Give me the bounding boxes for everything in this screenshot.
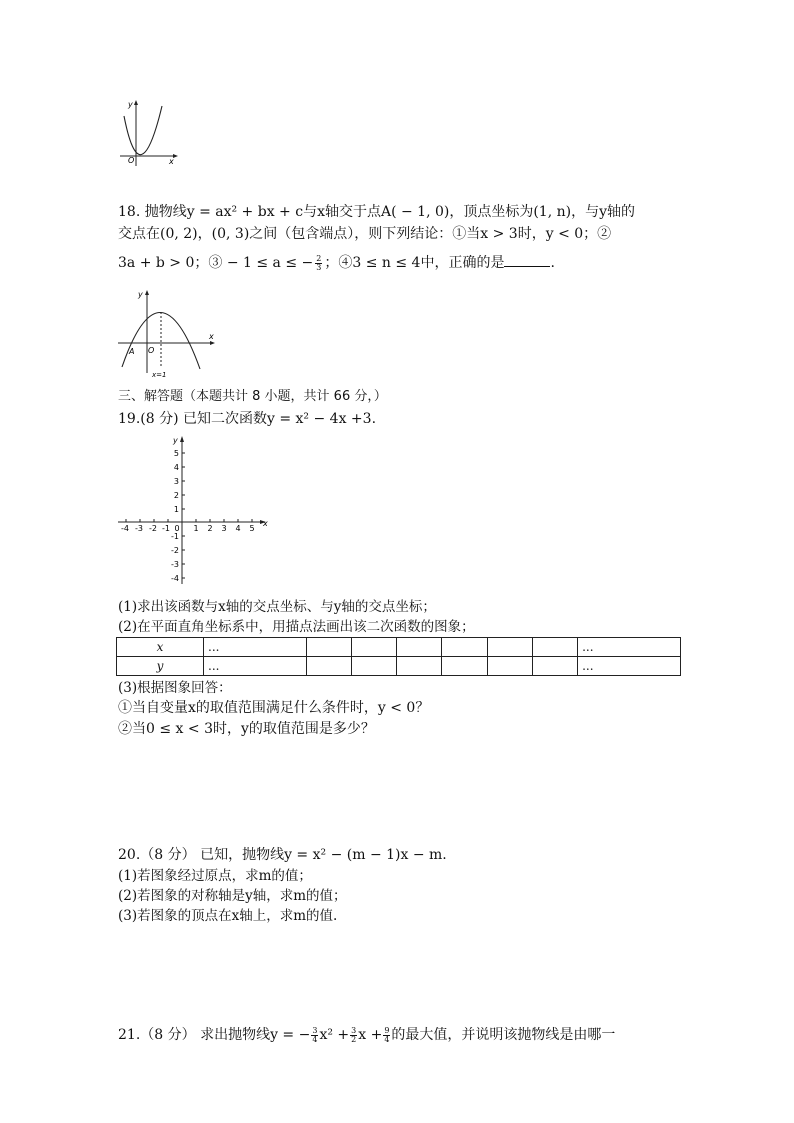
q21-fraction-2-den: 2 [351,1034,357,1044]
q18-fraction [315,255,322,272]
q19-part-1: (1)求出该函数与x轴的交点坐标、与y轴的交点坐标； [118,599,436,615]
q21-fraction-3 [383,1027,390,1044]
table-cell[interactable] [532,638,577,657]
q18-line-2: 交点在(0, 2)，(0, 3)之间（包含端点），则下列结论：①当x > 3时，y < 0；② [118,226,612,242]
q19-x-label: x [263,519,268,528]
q20-part-3: (3)若图象的顶点在x轴上，求m的值. [118,908,338,924]
q18-point-a-label: A [129,347,135,356]
q18-x-label: x [209,332,214,341]
q20-title: 20.（8 分） 已知，抛物线y = x² − (m − 1)x − m. [118,847,447,863]
q18-axis-label: x=1 [152,371,167,379]
table-cell[interactable]: ... [204,657,307,676]
table-cell[interactable] [306,657,351,676]
q21-fraction-1-den: 4 [312,1034,318,1044]
y-tick-2: 2 [173,491,179,500]
q17-x-label: x [169,157,174,166]
q18-line-3-part-a: 3a + b > 0；③ − 1 ≤ a ≤ − [118,255,314,271]
y-tick-neg4: -4 [171,574,179,583]
q19-part-3a: ①当自变量x的取值范围满足什么条件时，y < 0？ [118,700,430,716]
table-cell[interactable] [397,638,442,657]
q20-part-2: (2)若图象的对称轴是y轴，求m的值； [118,888,347,904]
q18-y-label: y [138,290,143,299]
q17-origin-label: O [128,156,135,165]
q18-x-arrow [210,341,215,345]
q19-value-table [116,637,681,676]
q18-parabola-figure [116,287,220,379]
table-row [117,657,681,676]
q21-part-c: x + [358,1027,383,1043]
table-cell[interactable] [442,657,487,676]
table-cell-x-header: x [117,638,204,657]
x-tick-neg4: -4 [121,524,129,533]
x-tick-4: 4 [235,524,241,533]
x-tick-3: 3 [221,524,227,533]
q18-line-3 [118,252,555,273]
table-cell[interactable] [532,657,577,676]
x-tick-neg1: -1 [162,524,170,533]
q18-fraction-den: 3 [316,262,322,272]
q21-fraction-1 [311,1027,318,1044]
q18-y-arrow [145,290,149,295]
q17-y-arrow [134,100,138,105]
q18-line-3-part-b: ；④3 ≤ n ≤ 4中，正确的是 [324,255,505,271]
x-tick-5: 5 [249,524,255,533]
table-cell[interactable] [397,657,442,676]
x-tick-neg3: -3 [135,524,143,533]
q17-parabola-figure [118,98,180,168]
table-cell[interactable] [487,657,532,676]
table-cell[interactable] [352,638,397,657]
table-cell[interactable] [352,657,397,676]
x-tick-0: 0 [174,524,180,533]
q18-line-1: 18. 抛物线y = ax² + bx + c与x轴交于点A( − 1, 0)，顶点坐标为(1, n)，与y轴的 [118,204,636,220]
table-cell[interactable]: ... [578,638,681,657]
q21-title [118,1025,615,1045]
q19-y-ticks [171,449,185,583]
y-tick-neg1: -1 [171,532,179,541]
q18-line-3-end: . [550,255,555,271]
y-tick-3: 3 [173,477,179,486]
section-3-heading: 三、解答题（本题共计 8 小题，共计 66 分，） [118,389,387,404]
table-cell[interactable]: ... [578,657,681,676]
q19-part-3b: ②当0 ≤ x < 3时，y的取值范围是多少？ [118,721,375,737]
q18-answer-blank[interactable] [504,252,550,267]
q17-y-label: y [128,100,133,109]
table-cell[interactable]: ... [204,638,307,657]
table-cell[interactable] [487,638,532,657]
q17-x-arrow [173,154,178,158]
q19-y-label: y [173,436,178,445]
y-tick-neg2: -2 [171,546,179,555]
q18-fraction-num: 2 [316,253,322,263]
q21-fraction-2 [350,1027,357,1044]
x-tick-neg2: -2 [149,524,157,533]
q19-part-3: (3)根据图象回答： [118,680,232,696]
table-cell[interactable] [306,638,351,657]
q20-part-1: (1)若图象经过原点，求m的值； [118,868,312,884]
q19-coordinate-grid [116,432,272,590]
q17-parabola-curve [124,106,162,155]
q21-part-a: 21.（8 分） 求出抛物线y = − [118,1027,311,1043]
q21-fraction-2-num: 3 [351,1025,357,1035]
y-tick-neg3: -3 [171,560,179,569]
q21-part-d: 的最大值，并说明该抛物线是由哪一 [391,1027,616,1043]
table-cell-y-header: y [117,657,204,676]
x-tick-1: 1 [193,524,199,533]
y-tick-1: 1 [173,505,179,514]
q19-part-2: (2)在平面直角坐标系中，用描点法画出该二次函数的图象； [118,619,475,635]
q18-origin-label: O [148,346,155,355]
q19-x-ticks [121,519,255,533]
q21-fraction-3-den: 4 [384,1034,390,1044]
x-tick-2: 2 [207,524,213,533]
q21-fraction-3-num: 9 [384,1025,390,1035]
q19-y-arrow [180,436,184,442]
y-tick-5: 5 [173,449,179,458]
q19-title: 19.(8 分) 已知二次函数y = x² − 4x +3. [118,411,377,427]
table-cell[interactable] [442,638,487,657]
q21-part-b: x² + [319,1027,350,1043]
q21-fraction-1-num: 3 [312,1025,318,1035]
y-tick-4: 4 [173,463,179,472]
table-row [117,638,681,657]
